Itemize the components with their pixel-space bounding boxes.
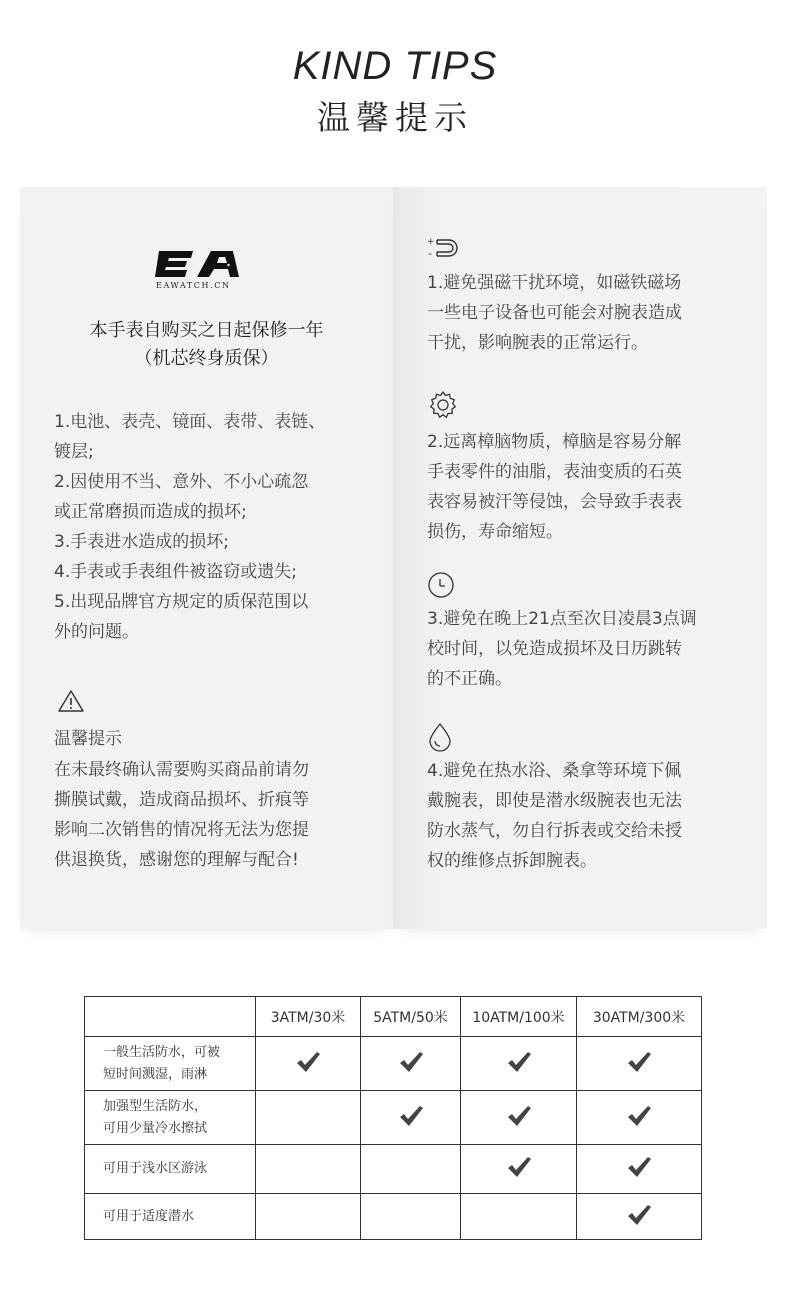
tip-line: 戴腕表，即使是潜水级腕表也无法	[427, 791, 682, 811]
check-icon	[626, 1050, 652, 1074]
exclusion-line: 5.出现品牌官方规定的质保范围以	[54, 592, 309, 612]
row-label-line: 可用少量冷水擦拭	[103, 1120, 208, 1136]
tip-line: 4.避免在热水浴、桑拿等环境下佩	[427, 761, 682, 781]
tip-1-text	[427, 268, 747, 358]
check-icon	[626, 1155, 652, 1179]
title-chinese: 温馨提示	[317, 98, 473, 137]
table-header-cell: 30ATM/300米	[577, 997, 702, 1037]
exclusion-line: 镀层;	[54, 442, 94, 462]
notice-line: 撕膜试戴，造成商品损坏、折痕等	[54, 790, 309, 810]
check-cell	[361, 1091, 461, 1145]
row-label-line: 可用于浅水区游泳	[103, 1161, 208, 1176]
svg-text:-: -	[428, 247, 432, 260]
title-english: KIND TIPS	[292, 44, 498, 88]
table-header-row	[85, 997, 702, 1037]
tip-line: 防水蒸气，勿自行拆表或交给未授	[427, 821, 682, 841]
check-icon	[626, 1203, 652, 1227]
tip-line: 3.避免在晚上21点至次日凌晨3点调	[427, 609, 697, 629]
exclusion-line: 2.因使用不当、意外、不小心疏忽	[54, 472, 309, 492]
clock-icon	[427, 571, 455, 603]
check-cell	[361, 1037, 461, 1091]
table-row	[85, 1037, 702, 1091]
gear-icon	[427, 389, 459, 425]
notice-line: 影响二次销售的情况将无法为您提	[54, 820, 309, 840]
check-icon	[506, 1155, 532, 1179]
check-cell	[461, 1037, 577, 1091]
row-label-line: 加强型生活防水，	[103, 1098, 208, 1114]
notice-line: 供退换货，感谢您的理解与配合!	[54, 850, 299, 870]
tip-line: 表容易被汗等侵蚀，会导致手表表	[427, 492, 682, 512]
exclusion-line: 3.手表进水造成的损坏;	[54, 532, 229, 552]
tip-line: 权的维修点拆卸腕表。	[427, 851, 597, 871]
row-label	[85, 1037, 256, 1091]
check-cell	[577, 1037, 702, 1091]
table-header-cell: 5ATM/50米	[361, 997, 461, 1037]
tip-3-text	[427, 604, 747, 694]
tip-line: 一些电子设备也可能会对腕表造成	[427, 303, 682, 323]
table-header-cell	[85, 997, 256, 1037]
tip-line: 手表零件的油脂，表油变质的石英	[427, 462, 682, 482]
check-cell	[461, 1194, 577, 1240]
notice-line: 在未最终确认需要购买商品前请勿	[54, 760, 309, 780]
water-resistance-table	[84, 996, 702, 1240]
check-cell	[256, 1037, 361, 1091]
check-cell	[577, 1194, 702, 1240]
row-label-line: 一般生活防水，可被	[103, 1044, 221, 1060]
table-row	[85, 1194, 702, 1240]
row-label-line: 可用于适度潜水	[103, 1208, 195, 1224]
check-cell	[577, 1145, 702, 1194]
tip-line: 1.避免强磁干扰环境，如磁铁磁场	[427, 273, 682, 293]
check-cell	[256, 1145, 361, 1194]
warranty-line-1: 本手表自购买之日起保修一年	[89, 320, 324, 341]
table-row	[85, 1145, 702, 1194]
tip-line: 的不正确。	[427, 669, 512, 689]
row-label	[85, 1145, 256, 1194]
row-label	[85, 1091, 256, 1145]
warranty-line-2: （机芯终身质保）	[134, 348, 279, 369]
check-icon	[398, 1104, 424, 1128]
tip-line: 2.远离樟脑物质，樟脑是容易分解	[427, 432, 682, 452]
exclusion-list	[54, 407, 374, 647]
tip-line: 干扰，影响腕表的正常运行。	[427, 333, 648, 353]
tip-4-text	[427, 756, 747, 876]
notice-text	[54, 755, 374, 875]
warranty-panel	[20, 187, 393, 929]
page-header	[0, 40, 790, 140]
check-cell	[256, 1194, 361, 1240]
check-icon	[398, 1050, 424, 1074]
tips-panel	[393, 187, 767, 929]
magnet-icon	[427, 235, 463, 265]
exclusion-line: 1.电池、表壳、镜面、表带、表链、	[54, 412, 326, 432]
check-cell	[461, 1145, 577, 1194]
notice-title: 温馨提示	[54, 729, 122, 749]
check-icon	[506, 1050, 532, 1074]
svg-text:+: +	[427, 237, 435, 247]
table-row	[85, 1091, 702, 1145]
warranty-statement	[20, 317, 393, 373]
check-icon	[506, 1104, 532, 1128]
row-label	[85, 1194, 256, 1240]
ea-logo-icon	[153, 247, 243, 281]
check-icon	[295, 1050, 321, 1074]
exclusion-line: 外的问题。	[54, 622, 139, 642]
check-cell	[461, 1091, 577, 1145]
table-header-cell: 3ATM/30米	[256, 997, 361, 1037]
tip-line: 校时间，以免造成损坏及日历跳转	[427, 639, 682, 659]
check-cell	[361, 1194, 461, 1240]
check-cell	[361, 1145, 461, 1194]
check-cell	[577, 1091, 702, 1145]
brand-domain: EAWATCH.CN	[156, 281, 231, 290]
exclusion-line: 或正常磨损而造成的损坏;	[54, 502, 247, 522]
exclusion-line: 4.手表或手表组件被盗窃或遗失;	[54, 562, 297, 582]
check-icon	[626, 1104, 652, 1128]
water-drop-icon	[427, 722, 453, 756]
tip-line: 损伤，寿命缩短。	[427, 522, 563, 542]
tip-2-text	[427, 427, 747, 547]
table-header-cell: 10ATM/100米	[461, 997, 577, 1037]
warning-icon	[57, 689, 85, 717]
check-cell	[256, 1091, 361, 1145]
row-label-line: 短时间溅湿，雨淋	[103, 1066, 208, 1082]
